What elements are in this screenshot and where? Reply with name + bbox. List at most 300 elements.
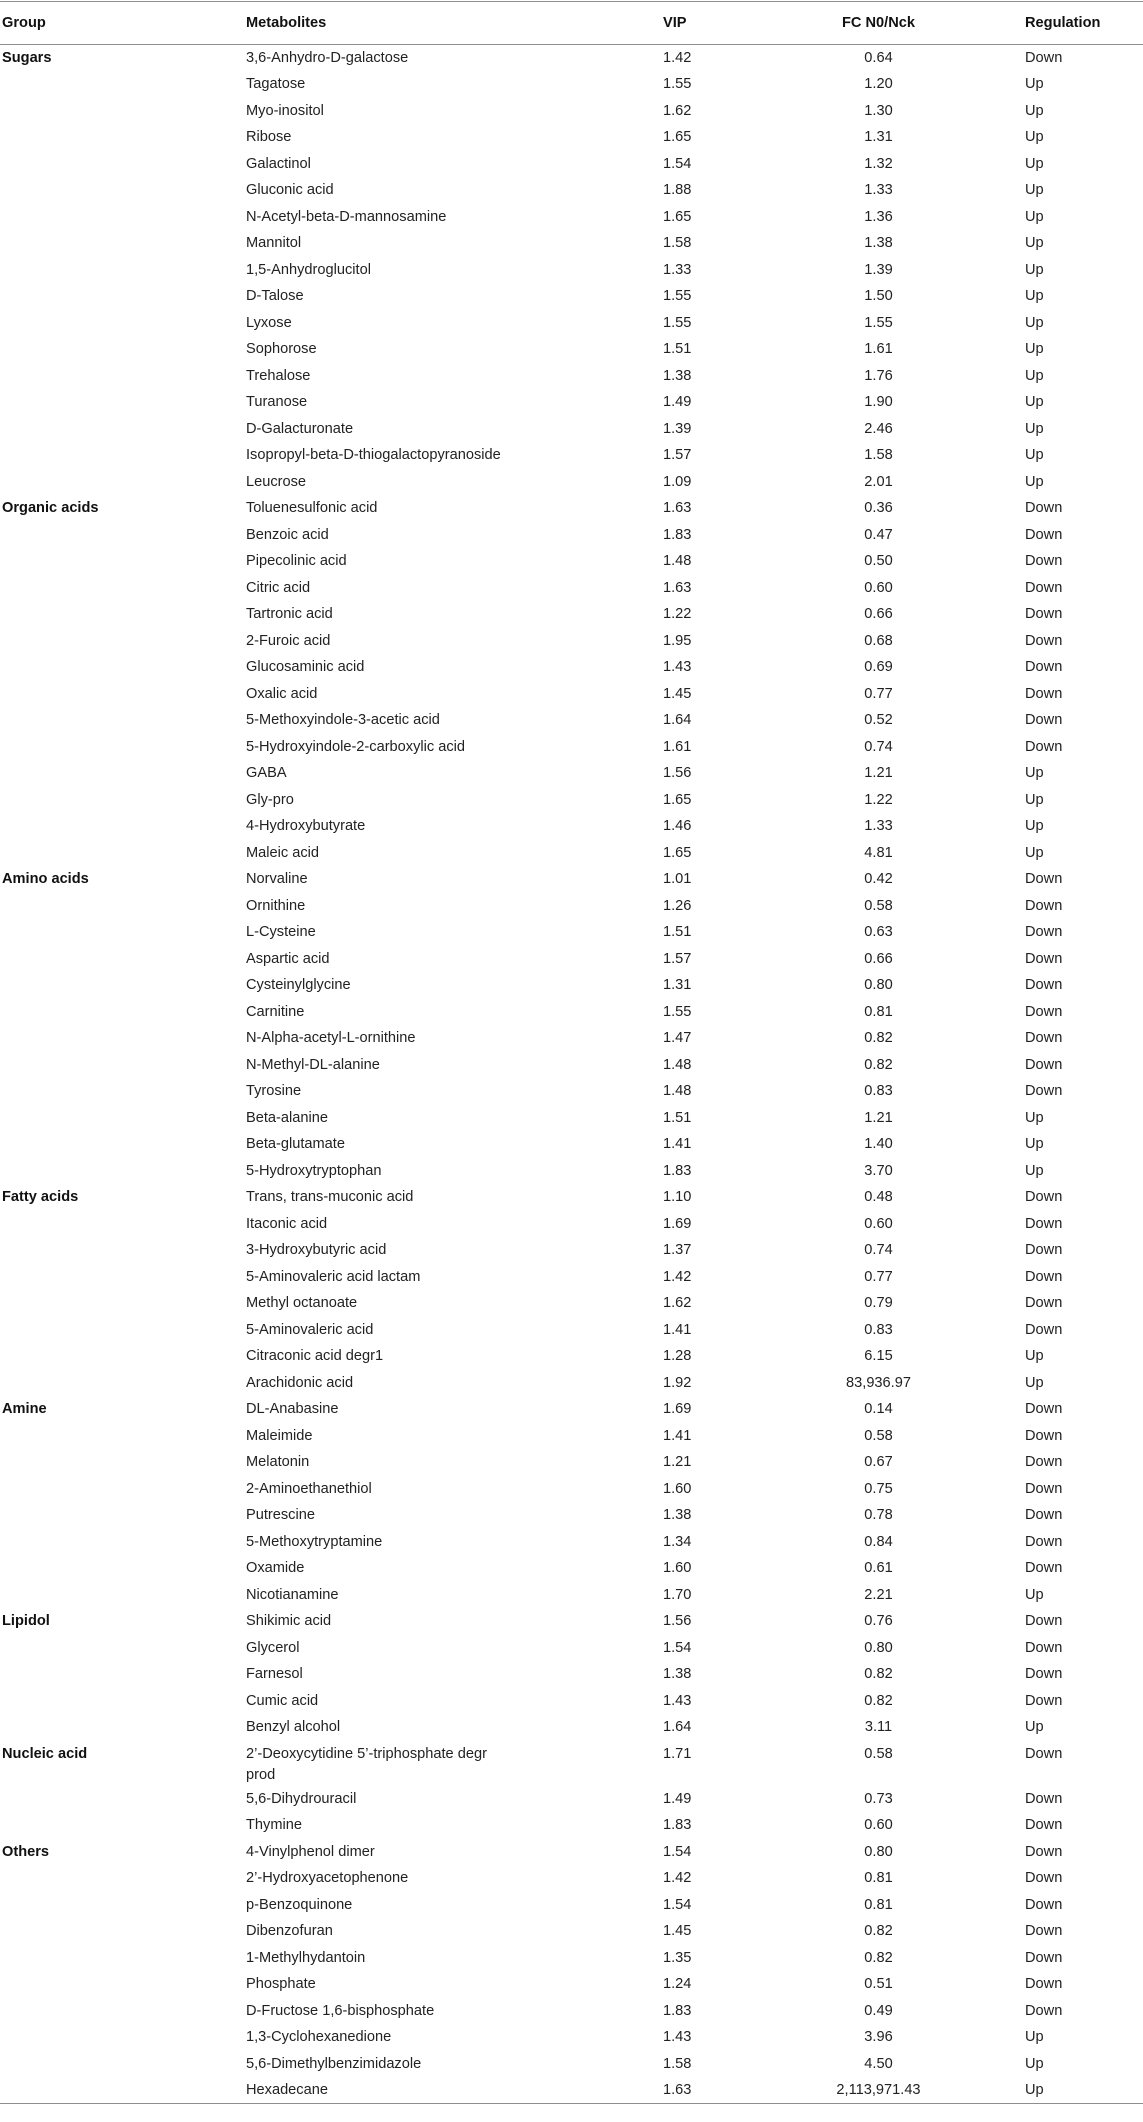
- metabolite-name: Tyrosine: [246, 1083, 302, 1099]
- fc-value: 0.69: [864, 659, 893, 675]
- header-group: Group: [0, 2, 243, 45]
- regulation-value: Up: [1025, 2029, 1044, 2045]
- regulation-value: Down: [1025, 1843, 1063, 1860]
- regulation-value: Down: [1025, 579, 1063, 596]
- vip-value: 1.10: [663, 1189, 692, 1205]
- metabolite-cell: [243, 707, 658, 734]
- vip-value: 1.63: [658, 2077, 752, 2104]
- fc-value: 0.80: [864, 1843, 893, 1860]
- vip-value: 1.55: [663, 76, 692, 92]
- table-row: [0, 1237, 1143, 1264]
- metabolite-cell: [243, 1423, 658, 1450]
- metabolite-cell: [243, 363, 658, 390]
- table-row: [0, 469, 1143, 496]
- group-cell-empty: [0, 893, 243, 920]
- regulation-value: Up: [1025, 844, 1044, 861]
- metabolite-cell: [243, 972, 658, 999]
- metabolite-cell: [243, 1918, 658, 1945]
- metabolite-name: p-Benzoquinone: [246, 1896, 353, 1913]
- vip-value: 1.62: [663, 102, 692, 119]
- metabolite-name: Cysteinylglycine: [246, 977, 351, 993]
- group-cell-empty: [0, 654, 243, 681]
- group-cell-empty: [0, 707, 243, 734]
- vip-value: 1.33: [663, 261, 692, 278]
- vip-value: 1.41: [663, 1427, 692, 1444]
- regulation-value: Up: [1025, 208, 1044, 225]
- regulation-value: Down: [1025, 1976, 1063, 1992]
- group-cell-empty: [0, 310, 243, 337]
- vip-value: 1.63: [663, 500, 692, 516]
- table-row: [0, 1918, 1143, 1945]
- table-row: [0, 1608, 1143, 1635]
- vip-value: 1.63: [663, 579, 692, 596]
- table-row: [0, 946, 1143, 973]
- fc-value: 1.33: [864, 818, 893, 834]
- metabolite-name: DL-Anabasine: [246, 1401, 339, 1417]
- vip-value: 1.46: [663, 818, 692, 834]
- regulation-value: Up: [1025, 261, 1044, 278]
- regulation-value: Up: [1025, 791, 1044, 808]
- regulation-value: Up: [1025, 341, 1044, 357]
- group-cell-empty: [0, 442, 243, 469]
- group-cell-empty: [0, 1945, 243, 1972]
- metabolite-cell: [243, 1396, 658, 1423]
- metabolite-name: Putrescine: [246, 1507, 315, 1523]
- metabolite-cell: [243, 2077, 658, 2104]
- fc-value: 1.21: [864, 1109, 893, 1126]
- group-label: Organic acids: [2, 500, 99, 516]
- group-cell-empty: [0, 522, 243, 549]
- regulation-value: Up: [1025, 182, 1044, 198]
- table-row: [0, 71, 1143, 98]
- metabolite-cell: [243, 151, 658, 178]
- metabolite-name: GABA: [246, 765, 287, 781]
- metabolite-cell: [243, 1131, 658, 1158]
- metabolite-name: 3-Hydroxybutyric acid: [246, 1242, 387, 1258]
- table-header: [0, 2, 1143, 45]
- group-cell-empty: [0, 1264, 243, 1291]
- table-row: [0, 1184, 1143, 1211]
- fc-value: 0.84: [864, 1533, 893, 1550]
- table-row: [0, 1025, 1143, 1052]
- metabolite-cell: [243, 283, 658, 310]
- table-row: [0, 1786, 1143, 1813]
- vip-value: 1.41: [663, 1321, 692, 1338]
- regulation-value: Up: [1025, 473, 1044, 490]
- metabolite-cell: [243, 1184, 658, 1211]
- regulation-value: Down: [1025, 553, 1063, 569]
- metabolite-cell: [243, 336, 658, 363]
- group-cell-empty: [0, 230, 243, 257]
- regulation-value: Up: [1025, 1162, 1044, 1179]
- metabolite-name: Beta-alanine: [246, 1109, 328, 1126]
- fc-value: 1.20: [864, 76, 893, 92]
- group-cell-empty: [0, 71, 243, 98]
- metabolite-cell: [243, 1635, 658, 1662]
- metabolite-cell: [243, 1945, 658, 1972]
- fc-value: 0.49: [864, 2002, 893, 2019]
- metabolite-name: Pipecolinic acid: [246, 553, 347, 569]
- fc-value: 0.81: [864, 1003, 893, 1020]
- vip-value: 1.70: [663, 1586, 692, 1603]
- table-row: [0, 336, 1143, 363]
- fc-value: 4.81: [864, 844, 893, 861]
- vip-value: 1.54: [663, 155, 692, 172]
- group-cell-empty: [0, 204, 243, 231]
- group-label: Amine: [2, 1401, 47, 1417]
- fc-value: 0.82: [864, 1666, 893, 1682]
- group-cell-empty: [0, 1131, 243, 1158]
- fc-value: 0.51: [864, 1976, 893, 1992]
- metabolite-name: Methyl octanoate: [246, 1295, 358, 1311]
- regulation-value: Down: [1025, 950, 1063, 967]
- vip-value: 1.42: [663, 50, 692, 66]
- vip-value: 1.45: [663, 685, 692, 702]
- table-row: [0, 1971, 1143, 1998]
- vip-value: 1.83: [663, 526, 692, 543]
- fc-value: 0.82: [864, 1692, 893, 1709]
- metabolite-cell: [243, 866, 658, 893]
- table-row: [0, 257, 1143, 284]
- metabolite-name: D-Fructose 1,6-bisphosphate: [246, 2002, 435, 2019]
- metabolite-name: 2’-Hydroxyacetophenone: [246, 1870, 409, 1886]
- vip-value: 1.54: [663, 1639, 692, 1656]
- vip-value: 1.51: [663, 1109, 692, 1126]
- metabolite-cell: [243, 1025, 658, 1052]
- table-row: [0, 495, 1143, 522]
- table-row: [0, 1688, 1143, 1715]
- regulation-value: Down: [1025, 659, 1063, 675]
- group-cell-empty: [0, 681, 243, 708]
- vip-value: 1.41: [663, 1136, 692, 1152]
- fc-value: 0.58: [864, 1427, 893, 1444]
- group-label: Fatty acids: [2, 1189, 79, 1205]
- regulation-value: Down: [1025, 1056, 1063, 1073]
- regulation-value: Up: [1025, 155, 1044, 172]
- metabolite-cell: [243, 442, 658, 469]
- metabolite-cell: [243, 893, 658, 920]
- vip-value: 1.64: [663, 712, 692, 728]
- metabolite-cell: [243, 71, 658, 98]
- metabolite-cell: [243, 2024, 658, 2051]
- vip-value: 1.69: [663, 1215, 692, 1232]
- table-row: [0, 1529, 1143, 1556]
- fc-value: 0.78: [864, 1507, 893, 1523]
- table-row: [0, 601, 1143, 628]
- group-cell-empty: [0, 257, 243, 284]
- metabolite-cell: [243, 416, 658, 443]
- group-cell-empty: [0, 177, 243, 204]
- metabolite-name: Thymine: [246, 1817, 302, 1833]
- vip-value: 1.31: [663, 977, 692, 993]
- table-row: [0, 2077, 1143, 2104]
- metabolite-cell: [243, 230, 658, 257]
- fc-value: 0.83: [864, 1321, 893, 1338]
- regulation-value: Down: [1025, 1507, 1063, 1523]
- table-row: [0, 1945, 1143, 1972]
- table-row: [0, 230, 1143, 257]
- vip-value: 1.38: [663, 367, 692, 384]
- table-row: [0, 1839, 1143, 1866]
- vip-value: 1.51: [663, 924, 692, 940]
- metabolite-name: Galactinol: [246, 155, 311, 172]
- vip-value: 1.45: [663, 1923, 692, 1939]
- table-row: [0, 1423, 1143, 1450]
- fc-value: 83,936.97: [846, 1374, 911, 1391]
- table-row: [0, 522, 1143, 549]
- regulation-value: Down: [1025, 1639, 1063, 1656]
- metabolite-cell: [243, 469, 658, 496]
- regulation-value: Down: [1025, 1896, 1063, 1913]
- metabolite-name: Citraconic acid degr1: [246, 1348, 384, 1364]
- vip-value: 1.57: [663, 950, 692, 967]
- metabolite-cell: [243, 628, 658, 655]
- fc-value: 2.46: [864, 420, 893, 437]
- table-row: [0, 204, 1143, 231]
- regulation-value: Down: [1025, 1003, 1063, 1020]
- table-row: [0, 310, 1143, 337]
- metabolite-name: Ribose: [246, 129, 292, 145]
- vip-value: 1.95: [663, 632, 692, 649]
- group-label: Sugars: [2, 50, 52, 66]
- metabolite-cell: [243, 495, 658, 522]
- fc-value: 0.52: [864, 712, 893, 728]
- table-row: [0, 1812, 1143, 1839]
- vip-value: 1.83: [663, 1817, 692, 1833]
- metabolite-name: 5,6-Dimethylbenzimidazole: [246, 2055, 422, 2072]
- group-cell-empty: [0, 416, 243, 443]
- fc-value: 0.14: [864, 1401, 893, 1417]
- table-row: [0, 1158, 1143, 1185]
- group-cell-empty: [0, 548, 243, 575]
- metabolite-cell: [243, 310, 658, 337]
- metabolite-cell: [243, 522, 658, 549]
- fc-value: 0.82: [864, 1923, 893, 1939]
- metabolite-cell: [243, 548, 658, 575]
- vip-value: 1.61: [663, 738, 692, 755]
- regulation-value: Down: [1025, 1745, 1063, 1762]
- metabolite-cell: [243, 1608, 658, 1635]
- metabolite-name: Farnesol: [246, 1666, 303, 1682]
- vip-value: 1.28: [663, 1348, 692, 1364]
- vip-value: 1.43: [663, 2029, 692, 2045]
- table-row: [0, 681, 1143, 708]
- regulation-value: Up: [1020, 2077, 1143, 2104]
- table-row: [0, 1131, 1143, 1158]
- regulation-value: Down: [1025, 1949, 1063, 1966]
- vip-value: 1.65: [663, 208, 692, 225]
- group-label: Nucleic acid: [2, 1745, 88, 1762]
- regulation-value: Down: [1025, 1870, 1063, 1886]
- regulation-value: Down: [1025, 1401, 1063, 1417]
- group-cell-empty: [0, 787, 243, 814]
- group-cell-empty: [0, 628, 243, 655]
- vip-value: 1.34: [663, 1533, 692, 1550]
- metabolite-name: Oxalic acid: [246, 685, 318, 702]
- metabolite-name: Benzoic acid: [246, 526, 329, 543]
- group-cell-empty: [0, 601, 243, 628]
- vip-value: 1.58: [663, 235, 692, 251]
- vip-value: 1.83: [663, 2002, 692, 2019]
- metabolite-name: Tartronic acid: [246, 606, 333, 622]
- metabolite-cell: [243, 1502, 658, 1529]
- metabolite-cell: [243, 1237, 658, 1264]
- fc-value: 0.77: [864, 685, 893, 702]
- vip-value: 1.62: [663, 1295, 692, 1311]
- table-row: [0, 1290, 1143, 1317]
- table-row: [0, 628, 1143, 655]
- group-cell-empty: [0, 336, 243, 363]
- fc-value: 2,113,971.43: [752, 2077, 1020, 2104]
- vip-value: 1.60: [663, 1480, 692, 1497]
- metabolite-name: Trehalose: [246, 367, 311, 384]
- fc-value: 3.70: [864, 1162, 893, 1179]
- regulation-value: Down: [1025, 1427, 1063, 1444]
- metabolite-cell: [243, 1449, 658, 1476]
- vip-value: 1.48: [663, 1083, 692, 1099]
- metabolite-name: Leucrose: [246, 473, 307, 490]
- group-cell-empty: [0, 363, 243, 390]
- group-label: Amino acids: [2, 871, 89, 887]
- table-row: [0, 1865, 1143, 1892]
- fc-value: 2.01: [864, 473, 893, 490]
- group-cell-empty: [0, 1502, 243, 1529]
- group-cell-empty: [0, 1449, 243, 1476]
- regulation-value: Down: [1025, 897, 1063, 914]
- metabolite-name: 2-Furoic acid: [246, 632, 331, 649]
- metabolite-cell: [243, 787, 658, 814]
- group-cell-empty: [0, 2024, 243, 2051]
- metabolite-cell: [243, 1290, 658, 1317]
- metabolite-cell: [243, 1052, 658, 1079]
- group-cell-empty: [0, 575, 243, 602]
- metabolite-cell: [243, 1158, 658, 1185]
- group-label: Lipidol: [2, 1613, 50, 1629]
- group-cell-empty: [0, 389, 243, 416]
- table-row: [0, 840, 1143, 867]
- fc-value: 1.30: [864, 102, 893, 119]
- metabolite-name: Sophorose: [246, 341, 317, 357]
- metabolite-name: Benzyl alcohol: [246, 1719, 341, 1735]
- table-row: [0, 1396, 1143, 1423]
- metabolite-name: 5-Methoxytryptamine: [246, 1533, 383, 1550]
- metabolite-cell: [243, 1688, 658, 1715]
- fc-value: 0.42: [864, 871, 893, 887]
- table-row: [0, 972, 1143, 999]
- group-cell-empty: [0, 1237, 243, 1264]
- fc-value: 1.90: [864, 394, 893, 410]
- metabolite-cell: [243, 1839, 658, 1866]
- table-row: [0, 1105, 1143, 1132]
- metabolite-name: Itaconic acid: [246, 1215, 328, 1232]
- vip-value: 1.56: [663, 1613, 692, 1629]
- fc-value: 0.60: [864, 579, 893, 596]
- table-row: [0, 707, 1143, 734]
- regulation-value: Down: [1025, 2002, 1063, 2019]
- vip-value: 1.47: [663, 1030, 692, 1046]
- regulation-value: Down: [1025, 632, 1063, 649]
- regulation-value: Down: [1025, 1083, 1063, 1099]
- fc-value: 0.74: [864, 1242, 893, 1258]
- metabolite-name: Citric acid: [246, 579, 311, 596]
- fc-value: 0.82: [864, 1056, 893, 1073]
- table-row: [0, 999, 1143, 1026]
- group-label: Others: [2, 1843, 50, 1860]
- table-row: [0, 787, 1143, 814]
- table-row: [0, 45, 1143, 72]
- metabolite-cell: [243, 1555, 658, 1582]
- vip-value: 1.55: [663, 288, 692, 304]
- metabolite-cell: [243, 946, 658, 973]
- regulation-value: Down: [1025, 1613, 1063, 1629]
- group-cell-empty: [0, 1555, 243, 1582]
- group-cell-empty: [0, 760, 243, 787]
- regulation-value: Down: [1025, 1030, 1063, 1046]
- group-cell-empty: [0, 1812, 243, 1839]
- group-cell-empty: [0, 1052, 243, 1079]
- header-regulation: Regulation: [1020, 2, 1143, 45]
- regulation-value: Down: [1025, 1454, 1063, 1470]
- regulation-value: Down: [1025, 1321, 1063, 1338]
- metabolite-name: 5-Hydroxyindole-2-carboxylic acid: [246, 738, 465, 755]
- regulation-value: Up: [1025, 102, 1044, 119]
- group-cell-empty: [0, 1714, 243, 1741]
- metabolite-name: 2-Aminoethanethiol: [246, 1480, 372, 1497]
- group-cell-empty: [0, 124, 243, 151]
- metabolite-cell: [243, 204, 658, 231]
- fc-value: 0.68: [864, 632, 893, 649]
- table-row: [0, 1892, 1143, 1919]
- fc-value: 0.75: [864, 1480, 893, 1497]
- vip-value: 1.58: [663, 2055, 692, 2072]
- metabolite-name: L-Cysteine: [246, 924, 316, 940]
- vip-value: 1.26: [663, 897, 692, 914]
- vip-value: 1.43: [663, 659, 692, 675]
- regulation-value: Down: [1025, 712, 1063, 728]
- metabolite-name: Shikimic acid: [246, 1613, 332, 1629]
- regulation-value: Down: [1025, 1215, 1063, 1232]
- metabolite-name: Beta-glutamate: [246, 1136, 345, 1152]
- fc-value: 1.38: [864, 235, 893, 251]
- group-cell-empty: [0, 1971, 243, 1998]
- regulation-value: Down: [1025, 1923, 1063, 1939]
- vip-value: 1.55: [663, 314, 692, 331]
- group-cell-empty: [0, 1343, 243, 1370]
- table-row: [0, 734, 1143, 761]
- table-row: [0, 151, 1143, 178]
- metabolite-name: Trans, trans-muconic acid: [246, 1189, 414, 1205]
- fc-value: 1.31: [864, 129, 893, 145]
- vip-value: 1.65: [663, 844, 692, 861]
- fc-value: 4.50: [864, 2055, 893, 2072]
- fc-value: 1.36: [864, 208, 893, 225]
- vip-value: 1.51: [663, 341, 692, 357]
- fc-value: 0.74: [864, 738, 893, 755]
- metabolite-name: 4-Vinylphenol dimer: [246, 1843, 375, 1860]
- table-row: [0, 2051, 1143, 2078]
- group-cell-empty: [0, 1998, 243, 2025]
- group-cell-empty: [0, 1892, 243, 1919]
- table-row: [0, 1476, 1143, 1503]
- table-row: [0, 124, 1143, 151]
- metabolite-name: Arachidonic acid: [246, 1374, 354, 1391]
- metabolite-cell: [243, 760, 658, 787]
- regulation-value: Down: [1025, 871, 1063, 887]
- metabolite-cell: [243, 1892, 658, 1919]
- table-row: [0, 1317, 1143, 1344]
- fc-value: 1.76: [864, 367, 893, 384]
- table-row: [0, 760, 1143, 787]
